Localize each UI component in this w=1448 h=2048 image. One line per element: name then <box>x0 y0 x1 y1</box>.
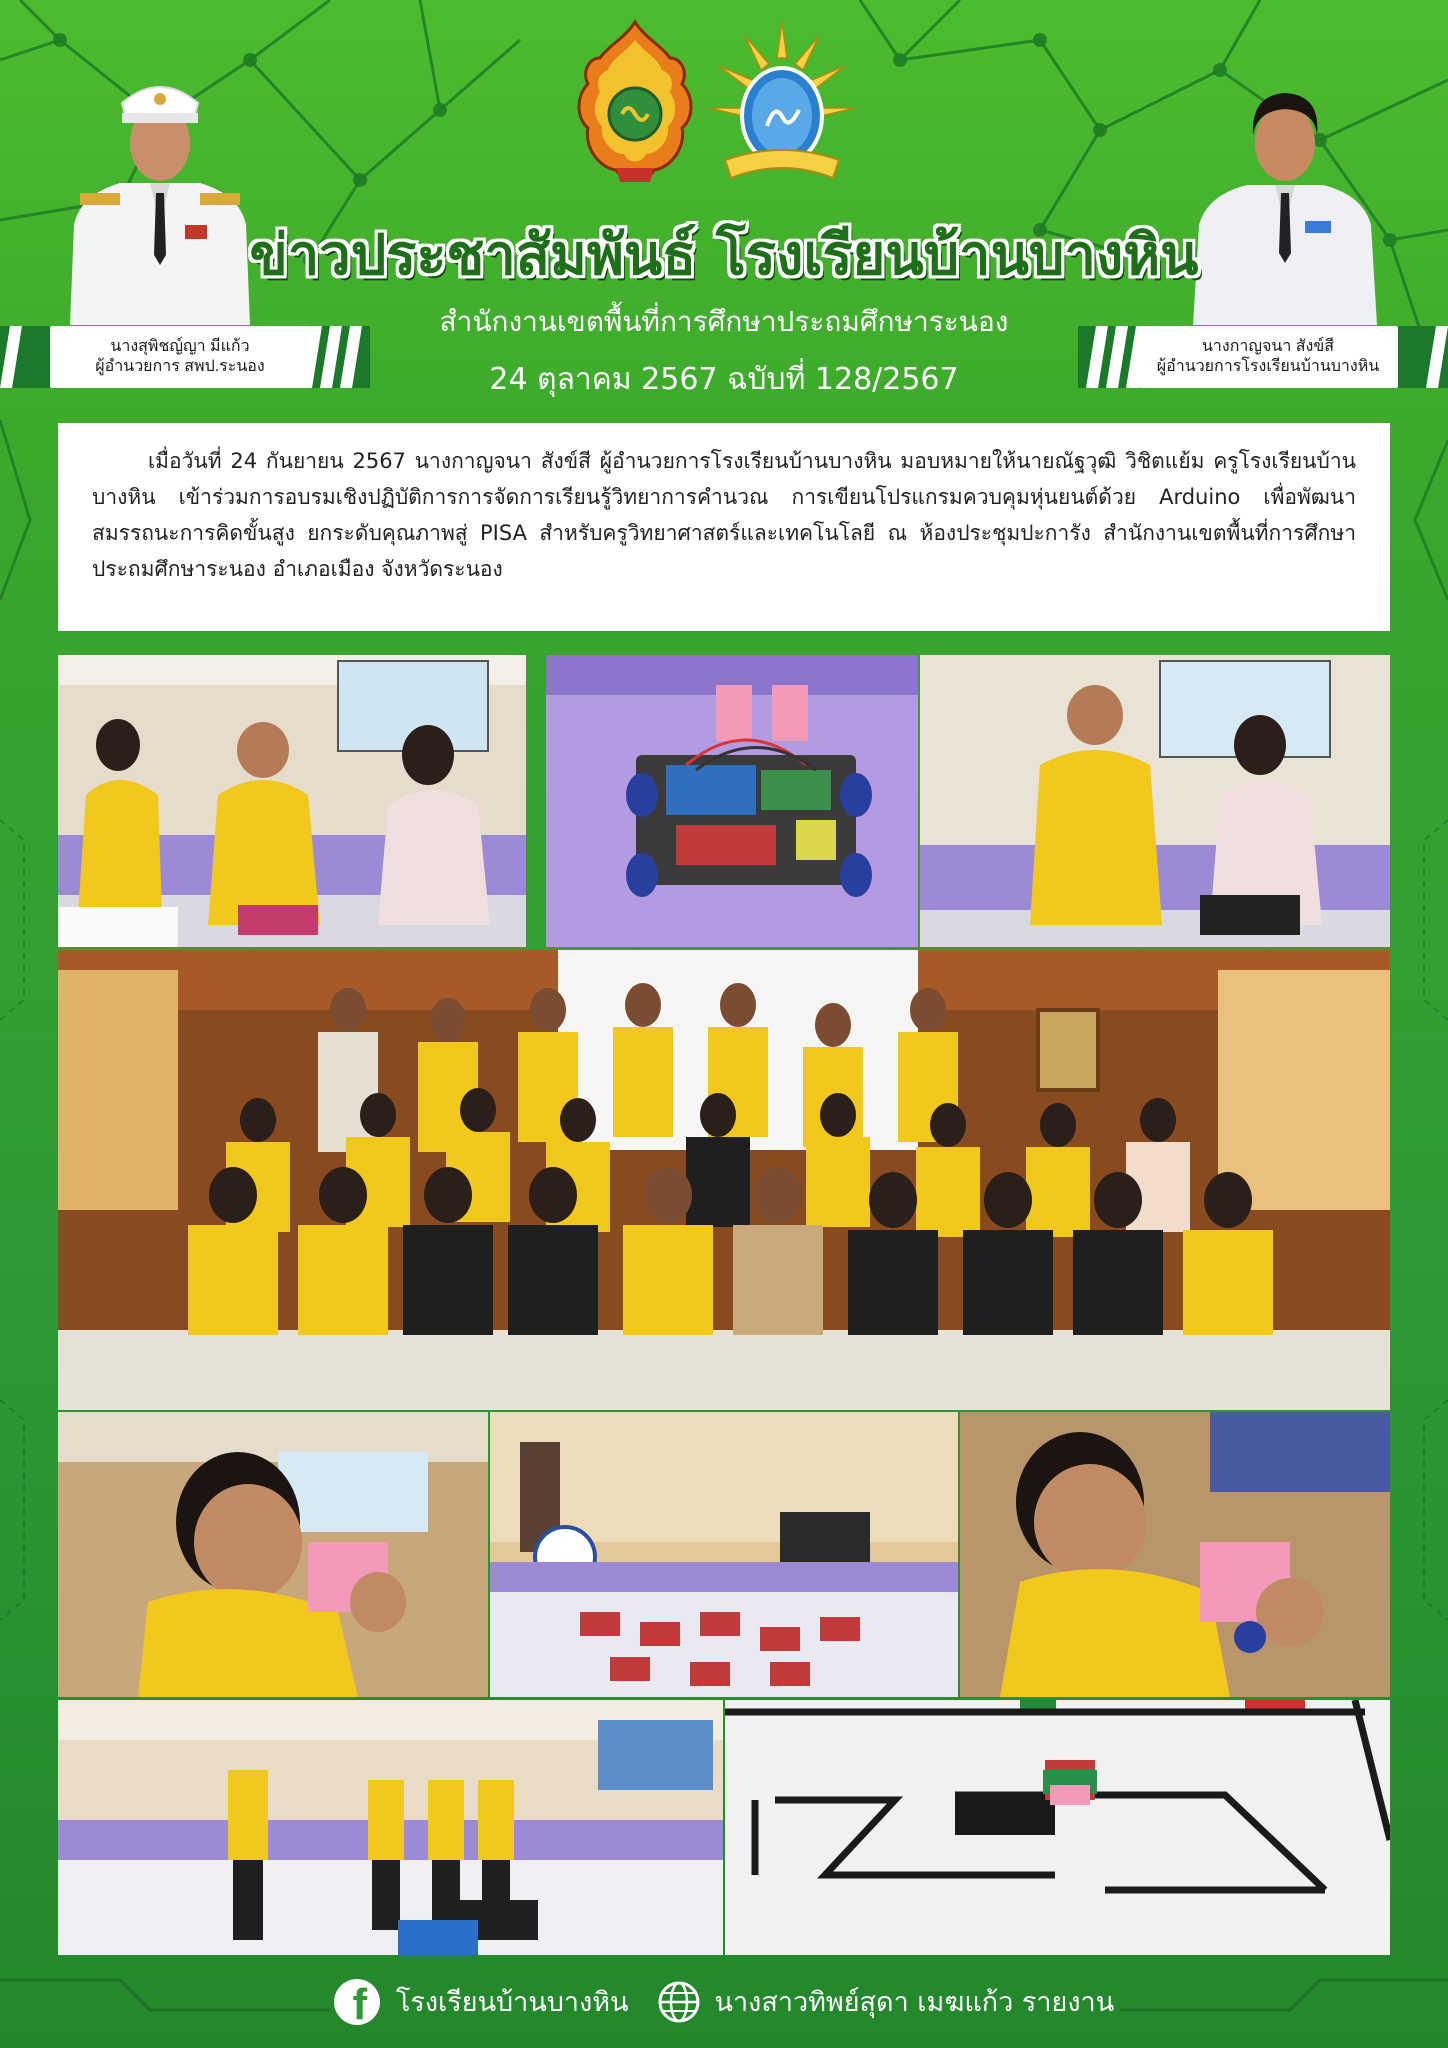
right-person-role: ผู้อำนวยการโรงเรียนบ้านบางหิน <box>1156 358 1380 375</box>
photo-group-of-participants <box>58 950 1390 1410</box>
school-emblem-logo <box>705 18 860 188</box>
facebook-page-name[interactable]: โรงเรียนบ้านบางหิน <box>395 1987 629 2018</box>
article-body: เมื่อวันที่ 24 กันยายน 2567 นางกาญจนา สังข์สี ผู้อำนวยการโรงเรียนบ้านบางหิน มอบหมายให้นายณัฐวุฒิ วิชิตแย้ม ครูโรงเรียนบ้านบางหิน เข้าร่วมการอบรมเชิงปฏิบัติการการจัดการเรียนรู้วิทยาการคำนวณ การเขียนโปรแกรมควบคุมหุ่นยนต์ด้วย Arduino เพื่อพัฒนาสมรรถนะการคิดขั้นสูง ยกระดับคุณภาพสู่ PISA สำหรับครูวิทยาศาสตร์และเทคโนโลยี ณ ห้องประชุมปะการัง สำนักงานเขตพื้นที่การศึกษาประถมศึกษาระนอง อำเภอเมือง จังหวัดระนอง <box>58 423 1390 631</box>
issue-line: 24 ตุลาคม 2567 ฉบับที่ 128/2567 <box>489 362 959 397</box>
page-title: ข่าวประชาสัมพันธ์ โรงเรียนบ้านบางหิน <box>249 223 1199 288</box>
reporter-credit: นางสาวทิพย์สุดา เมฆแก้ว รายงาน <box>714 1987 1115 2018</box>
right-person-name: นางกาญจนา สังข์สี <box>1201 338 1335 355</box>
photo-teacher-holding-robot <box>58 1412 488 1697</box>
left-person-role: ผู้อำนวยการ สพป.ระนอง <box>95 358 265 375</box>
photo-teacher-assembling-robot <box>960 1412 1390 1697</box>
obec-emblem-logo <box>570 18 700 188</box>
photo-arduino-robot-closeup <box>546 655 918 947</box>
globe-icon <box>657 1980 701 2024</box>
photo-robots-on-table <box>490 1412 958 1697</box>
photo-training-room <box>58 1700 723 1955</box>
photo-robot-on-line-track <box>725 1700 1390 1955</box>
page-subtitle: สำนักงานเขตพื้นที่การศึกษาประถมศึกษาระนอง <box>439 305 1009 338</box>
left-person-name: นางสุพิชญ์ญา มีแก้ว <box>110 338 250 355</box>
photo-teachers-programming-robot <box>58 655 526 947</box>
facebook-icon[interactable]: f <box>334 1979 380 2025</box>
photo-teachers-at-laptop <box>920 655 1390 947</box>
footer <box>0 1955 1448 2048</box>
